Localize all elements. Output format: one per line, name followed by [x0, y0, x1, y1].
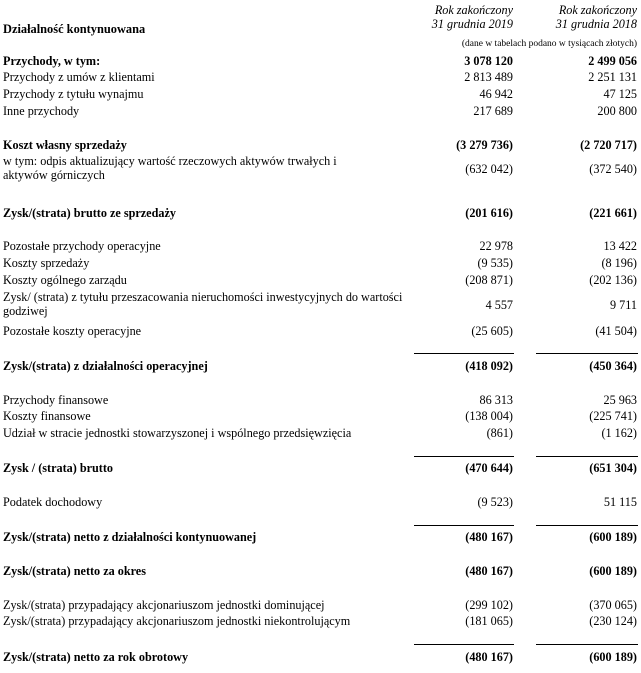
- value-2019: (3 279 736): [456, 138, 513, 152]
- value-2018: (450 364): [589, 359, 637, 373]
- row-net-fiscal-year: [0, 650, 641, 665]
- row-other-operating-income: [0, 239, 641, 254]
- row-label: Koszty finansowe: [3, 409, 91, 423]
- value-2018: 2 499 056: [588, 54, 637, 68]
- value-2018: (600 189): [589, 650, 637, 664]
- row-net-continuing: [0, 530, 641, 545]
- row-profit-before-tax: [0, 461, 641, 476]
- row-label: Przychody, w tym:: [3, 54, 101, 68]
- subtotal-rule: [536, 353, 638, 354]
- row-associate-share: [0, 426, 641, 441]
- row-other-operating-costs: [0, 324, 641, 339]
- row-financial-income: [0, 393, 641, 408]
- subtotal-rule: [536, 644, 638, 645]
- row-income-tax: [0, 495, 641, 510]
- row-financial-costs: [0, 409, 641, 424]
- subtotal-rule: [536, 456, 638, 457]
- value-2019: (480 167): [465, 564, 513, 578]
- value-2018: (651 304): [589, 461, 637, 475]
- row-gross-profit: [0, 206, 641, 221]
- row-label: Zysk/(strata) z działalności operacyjnej: [3, 359, 208, 373]
- value-2018: (41 504): [595, 324, 637, 338]
- value-2018: 2 251 131: [588, 70, 637, 84]
- value-2019: (138 004): [465, 409, 513, 423]
- value-2018: 200 800: [597, 104, 637, 118]
- value-2019: (9 523): [477, 495, 513, 509]
- value-2018: 47 125: [603, 87, 637, 101]
- row-label: Przychody finansowe: [3, 393, 109, 407]
- row-label: Koszty ogólnego zarządu: [3, 273, 127, 287]
- value-2019: (9 535): [477, 256, 513, 270]
- value-2018: (221 661): [589, 206, 637, 220]
- row-admin-costs: [0, 273, 641, 288]
- row-label: Zysk / (strata) brutto: [3, 461, 114, 475]
- value-2019: (861): [486, 426, 513, 440]
- row-revenue-other: [0, 104, 641, 119]
- value-2018: (202 136): [589, 273, 637, 287]
- row-label: Zysk/(strata) netto z działalności kontynuowanej: [3, 530, 257, 544]
- row-label: Zysk/(strata) przypadający akcjonariuszom jednostki niekontrolującym: [3, 614, 351, 628]
- value-2018: 9 711: [610, 298, 637, 312]
- row-label: Koszt własny sprzedaży: [3, 138, 127, 152]
- row-cost-of-sales: [0, 138, 641, 153]
- row-label: Udział w stracie jednostki stowarzyszonej i wspólnego przedsięwzięcia: [3, 426, 352, 440]
- value-2019: 22 978: [479, 239, 513, 253]
- value-2018: (8 196): [601, 256, 637, 270]
- value-2019: (480 167): [465, 530, 513, 544]
- row-attrib-parent: [0, 598, 641, 613]
- row-label: Zysk/(strata) netto za okres: [3, 564, 146, 578]
- section-title: Działalność kontynuowana: [3, 22, 146, 36]
- value-2018: (370 065): [589, 598, 637, 612]
- value-2019: 4 557: [485, 298, 513, 312]
- value-2018: (600 189): [589, 530, 637, 544]
- value-2019: 3 078 120: [464, 54, 513, 68]
- subtotal-rule: [414, 456, 514, 457]
- row-label: Pozostałe przychody operacyjne: [3, 239, 161, 253]
- row-revenue: [0, 54, 641, 69]
- subtotal-rule: [536, 525, 638, 526]
- row-label: Przychody z tytułu wynajmu: [3, 87, 144, 101]
- value-2019: (181 065): [465, 614, 513, 628]
- row-revenue-contracts: [0, 70, 641, 85]
- row-selling-costs: [0, 256, 641, 271]
- row-net-period: [0, 564, 641, 579]
- value-2019: (470 644): [465, 461, 513, 475]
- row-attrib-noncontrolling: [0, 614, 641, 629]
- column-header-2018-line2: 31 grudnia 2018: [555, 17, 637, 31]
- value-2018: 51 115: [603, 495, 637, 509]
- value-2019: 86 313: [479, 393, 513, 407]
- value-2019: 46 942: [479, 87, 513, 101]
- row-label: w tym: odpis aktualizujący wartość rzeczowych aktywów trwałych i aktywów górniczych: [3, 154, 337, 182]
- value-2018: (2 720 717): [580, 138, 637, 152]
- value-2019: 217 689: [473, 104, 513, 118]
- row-label: Zysk/(strata) brutto ze sprzedaży: [3, 206, 176, 220]
- value-2018: (372 540): [589, 162, 637, 176]
- row-label: Zysk/(strata) przypadający akcjonariuszom jednostki dominującej: [3, 598, 325, 612]
- row-label: Przychody z umów z klientami: [3, 70, 155, 84]
- column-header-2019-line1: Rok zakończony: [434, 3, 513, 17]
- value-2019: (632 042): [465, 162, 513, 176]
- subtotal-rule: [414, 644, 514, 645]
- value-2018: 13 422: [603, 239, 637, 253]
- value-2019: (201 616): [465, 206, 513, 220]
- value-2018: (600 189): [589, 564, 637, 578]
- row-label: Podatek dochodowy: [3, 495, 103, 509]
- row-revaluation: [0, 290, 641, 322]
- row-label: Pozostałe koszty operacyjne: [3, 324, 142, 338]
- subtotal-rule: [414, 525, 514, 526]
- row-label: Koszty sprzedaży: [3, 256, 90, 270]
- row-revenue-rent: [0, 87, 641, 102]
- column-header-2018: [556, 3, 637, 31]
- value-2018: (230 124): [589, 614, 637, 628]
- value-2019: (25 605): [471, 324, 513, 338]
- row-operating-result: [0, 359, 641, 374]
- value-2018: (225 741): [589, 409, 637, 423]
- row-label: Zysk/ (strata) z tytułu przeszacowania nieruchomości inwestycyjnych do wartości godziwej: [3, 290, 403, 318]
- value-2018: (1 162): [601, 426, 637, 440]
- column-header-2019-line2: 31 grudnia 2019: [431, 17, 513, 31]
- row-label: Inne przychody: [3, 104, 80, 118]
- value-2019: (418 092): [465, 359, 513, 373]
- value-2019: (299 102): [465, 598, 513, 612]
- column-header-2019: [432, 3, 513, 31]
- row-impairment: [0, 154, 641, 186]
- value-2018: 25 963: [603, 393, 637, 407]
- column-header-2018-line1: Rok zakończony: [558, 3, 637, 17]
- value-2019: (208 871): [465, 273, 513, 287]
- row-label: Zysk/(strata) netto za rok obrotowy: [3, 650, 189, 664]
- value-2019: 2 813 489: [464, 70, 513, 84]
- value-2019: (480 167): [465, 650, 513, 664]
- units-note: (dane w tabelach podano w tysiącach złotych): [461, 39, 637, 49]
- subtotal-rule: [414, 353, 514, 354]
